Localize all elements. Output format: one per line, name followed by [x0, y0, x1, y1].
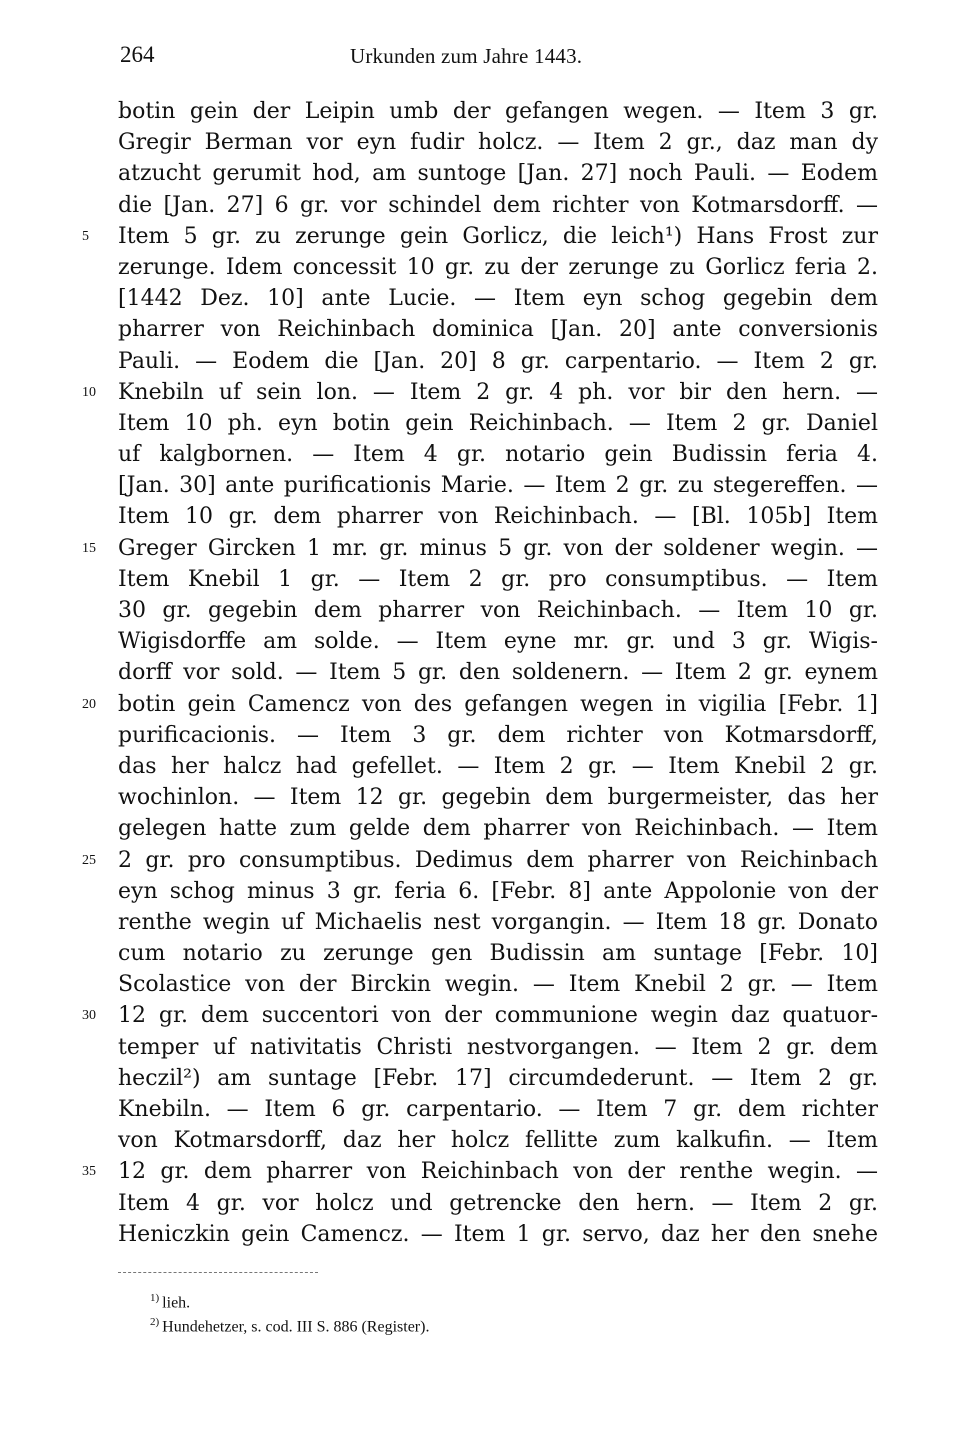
footnote-1	[150, 1286, 429, 1310]
text-line	[118, 626, 878, 657]
line-number: 30	[82, 1008, 96, 1024]
text-line	[82, 377, 878, 408]
footnote-divider	[118, 1272, 318, 1273]
line-text: dorff vor sold. — Item 5 gr. den soldenern. — Item 2 gr. eynem	[118, 660, 878, 686]
text-line	[118, 158, 878, 189]
text-line	[118, 1094, 878, 1125]
line-text: 12 gr. dem pharrer von Reichinbach von der renthe wegin. —	[118, 1159, 878, 1185]
body-text	[82, 96, 878, 1250]
line-text: botin gein Camencz von des gefangen wegen in vigilia [Febr. 1]	[118, 691, 878, 717]
line-text: die [Jan. 27] 6 gr. vor schindel dem richter von Kotmarsdorff. —	[118, 192, 878, 218]
line-text: von Kotmarsdorff, daz her holcz fellitte zum kalkufin. — Item	[118, 1128, 878, 1154]
footnote-mark: 2)	[150, 1316, 160, 1328]
text-line	[118, 190, 878, 221]
text-line	[118, 314, 878, 345]
text-line	[118, 1063, 878, 1094]
line-number: 10	[82, 384, 96, 400]
footnotes	[150, 1286, 429, 1334]
line-text: 12 gr. dem succentori von der communione wegin daz quatuor-	[118, 1003, 878, 1029]
text-line	[118, 501, 878, 532]
line-text: Knebiln. — Item 6 gr. carpentario. — Item 7 gr. dem richter	[118, 1097, 878, 1122]
text-line	[118, 408, 878, 439]
line-text: botin gein der Leipin umb der gefangen wegen. — Item 3 gr.	[118, 99, 878, 124]
line-text: Item 10 ph. eyn botin gein Reichinbach. — Item 2 gr. Daniel	[118, 410, 878, 436]
line-text: Knebiln uf sein lon. — Item 2 gr. 4 ph. vor bir den hern. —	[118, 379, 878, 405]
text-line	[82, 1000, 878, 1031]
text-line	[118, 1188, 878, 1219]
footnote-mark: 1)	[150, 1292, 160, 1304]
line-text: Gregir Berman vor eyn fudir holcz. — Item 2 gr., daz man dy	[118, 130, 878, 156]
footnote-text: lieh.	[162, 1294, 191, 1312]
text-line	[82, 533, 878, 564]
text-line	[118, 127, 878, 158]
line-text: uf kalgbornen. — Item 4 gr. notario gein Budissin feria 4.	[118, 442, 878, 468]
line-text: pharrer von Reichinbach dominica [Jan. 20] ante conversionis	[118, 317, 878, 343]
line-text: Pauli. — Eodem die [Jan. 20] 8 gr. carpentario. — Item 2 gr.	[118, 348, 878, 374]
text-line	[118, 938, 878, 969]
text-line	[118, 1125, 878, 1156]
line-text: gelegen hatte zum gelde dem pharrer von Reichinbach. — Item	[118, 816, 878, 842]
running-title: Urkunden zum Jahre 1443.	[350, 44, 583, 68]
page-number: 264	[120, 42, 155, 67]
text-line	[118, 657, 878, 688]
text-line	[82, 1156, 878, 1187]
line-text: Item 10 gr. dem pharrer von Reichinbach. — [Bl. 105b] Item	[118, 504, 878, 530]
text-line	[118, 813, 878, 844]
text-line	[118, 907, 878, 938]
text-line	[118, 1219, 878, 1250]
line-text: cum notario zu zerunge gen Budissin am suntage [Febr. 10]	[118, 941, 878, 967]
text-line	[118, 595, 878, 626]
line-number: 20	[82, 696, 96, 712]
line-text: Heniczkin gein Camencz. — Item 1 gr. servo, daz her den snehe	[118, 1221, 878, 1247]
text-line	[118, 1032, 878, 1063]
text-line	[118, 720, 878, 751]
line-number: 35	[82, 1164, 96, 1180]
text-line	[118, 564, 878, 595]
line-text: wochinlon. — Item 12 gr. gegebin dem burgermeister, das her	[118, 785, 878, 811]
text-line	[82, 845, 878, 876]
text-line	[118, 346, 878, 377]
line-text: purificacionis. — Item 3 gr. dem richter von Kotmarsdorff,	[118, 722, 878, 748]
text-line	[118, 470, 878, 501]
text-line	[118, 96, 878, 127]
line-text: 2 gr. pro consumptibus. Dedimus dem pharrer von Reichinbach	[118, 847, 878, 873]
line-text: Scolastice von der Birckin wegin. — Item Knebil 2 gr. — Item	[118, 972, 878, 998]
line-text: eyn schog minus 3 gr. feria 6. [Febr. 8] ante Appolonie von der	[118, 878, 878, 904]
line-text: [1442 Dez. 10] ante Lucie. — Item eyn schog gegebin dem	[118, 286, 878, 312]
text-line	[82, 221, 878, 252]
text-line	[82, 689, 878, 720]
text-line	[118, 876, 878, 907]
line-text: temper uf nativitatis Christi nestvorgangen. — Item 2 gr. dem	[118, 1034, 878, 1060]
line-number: 15	[82, 540, 96, 556]
footnote-text: Hundehetzer, s. cod. III S. 886 (Register).	[162, 1318, 430, 1336]
text-line	[118, 782, 878, 813]
line-text: das her halcz had gefellet. — Item 2 gr. — Item Knebil 2 gr.	[118, 753, 878, 779]
line-text: Item Knebil 1 gr. — Item 2 gr. pro consumptibus. — Item	[118, 566, 878, 592]
line-text: atzucht gerumit hod, am suntoge [Jan. 27] noch Pauli. — Eodem	[118, 161, 878, 187]
line-text: Greger Gircken 1 mr. gr. minus 5 gr. von der soldener wegin. —	[118, 535, 878, 561]
text-line	[118, 969, 878, 1000]
line-number: 5	[82, 228, 89, 244]
line-text: Item 4 gr. vor holcz und getrencke den hern. — Item 2 gr.	[118, 1190, 878, 1216]
text-line	[118, 439, 878, 470]
line-text: renthe wegin uf Michaelis nest vorgangin. — Item 18 gr. Donato	[118, 909, 878, 935]
line-text: heczil²) am suntage [Febr. 17] circumdederunt. — Item 2 gr.	[118, 1065, 878, 1091]
line-text: zerunge. Idem concessit 10 gr. zu der zerunge zu Gorlicz feria 2.	[118, 254, 878, 280]
text-line	[118, 751, 878, 782]
line-text: Item 5 gr. zu zerunge gein Gorlicz, die leich¹) Hans Frost zur	[118, 223, 878, 249]
line-text: [Jan. 30] ante purificationis Marie. — Item 2 gr. zu stegereffen. —	[118, 473, 878, 499]
footnote-2	[150, 1310, 429, 1334]
line-text: 30 gr. gegebin dem pharrer von Reichinbach. — Item 10 gr.	[118, 598, 878, 623]
line-number: 25	[82, 852, 96, 868]
line-text: Wigisdorffe am solde. — Item eyne mr. gr. und 3 gr. Wigis-	[118, 629, 878, 655]
text-line	[118, 283, 878, 314]
text-line	[118, 252, 878, 283]
